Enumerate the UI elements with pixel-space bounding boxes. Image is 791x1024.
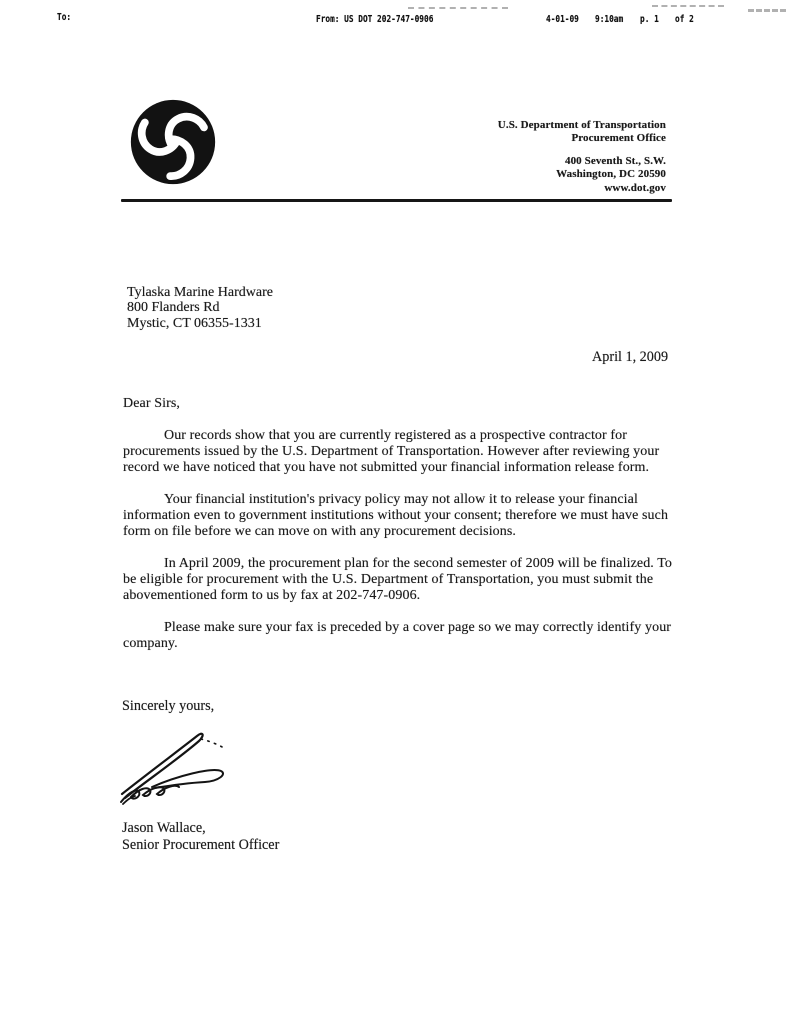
letterhead-divider	[121, 199, 672, 202]
salutation: Dear Sirs,	[123, 396, 180, 411]
scan-artifact	[748, 9, 786, 12]
paragraph-line: Please make sure your fax is preceded by a cover page so we may correctly identify your	[164, 620, 672, 635]
paragraph-line: abovementioned form to us by fax at 202-747-0906.	[123, 588, 421, 603]
paragraph-line: be eligible for procurement with the U.S. Department of Transportation, you must submit the	[123, 572, 654, 587]
body-paragraph	[123, 620, 672, 652]
fax-page-number: p. 1	[640, 14, 659, 25]
paragraph-line: Our records show that you are currently registered as a prospective contractor for	[164, 428, 628, 443]
fax-time: 9:10am	[595, 14, 624, 25]
fax-page-of: of 2	[675, 14, 694, 25]
paragraph-line: In April 2009, the procurement plan for the second semester of 2009 will be finalized. To	[164, 556, 673, 571]
letter-date: April 1, 2009	[592, 349, 669, 365]
fax-from-line: From: US DOT 202-747-0906	[316, 14, 434, 25]
body-paragraph	[123, 556, 672, 604]
paragraph-line: Your financial institution's privacy policy may not allow it to release your financial	[164, 492, 638, 507]
recipient-street: 800 Flanders Rd	[127, 300, 220, 316]
recipient-city-state-zip: Mystic, CT 06355-1331	[127, 315, 262, 331]
paragraph-line: form on file before we can move on with any procurement decisions.	[123, 524, 517, 539]
letterhead-address-city: Washington, DC 20590	[556, 168, 666, 181]
letterhead-office: Procurement Office	[571, 132, 666, 145]
letterhead-address-street: 400 Seventh St., S.W.	[564, 154, 666, 167]
fax-date: 4-01-09	[546, 14, 579, 25]
signature-image	[117, 730, 232, 813]
scan-artifact	[408, 7, 508, 9]
us-dot-logo-icon	[130, 99, 216, 190]
recipient-company: Tylaska Marine Hardware	[127, 285, 273, 300]
closing-line: Sincerely yours,	[122, 698, 215, 714]
signer-title: Senior Procurement Officer	[122, 836, 280, 853]
paragraph-line: information even to government institutions without your consent; therefore we must have such	[123, 508, 669, 523]
signer-name: Jason Wallace,	[122, 820, 206, 836]
paragraph-line: company.	[123, 636, 178, 651]
letterhead-website: www.dot.gov	[604, 181, 666, 194]
body-paragraph	[123, 428, 672, 476]
letterhead	[498, 119, 666, 195]
body-paragraph	[123, 492, 672, 540]
scan-artifact	[652, 5, 724, 7]
paragraph-line: procurements issued by the U.S. Department of Transportation. However after reviewing your	[123, 444, 660, 459]
fax-to-label: To:	[57, 12, 72, 23]
letter-body	[123, 396, 672, 652]
paragraph-line: record we have noticed that you have not submitted your financial information release form.	[123, 460, 650, 475]
signer-block	[122, 820, 279, 853]
letterhead-agency: U.S. Department of Transportation	[497, 119, 666, 131]
recipient-address-block	[127, 285, 273, 331]
